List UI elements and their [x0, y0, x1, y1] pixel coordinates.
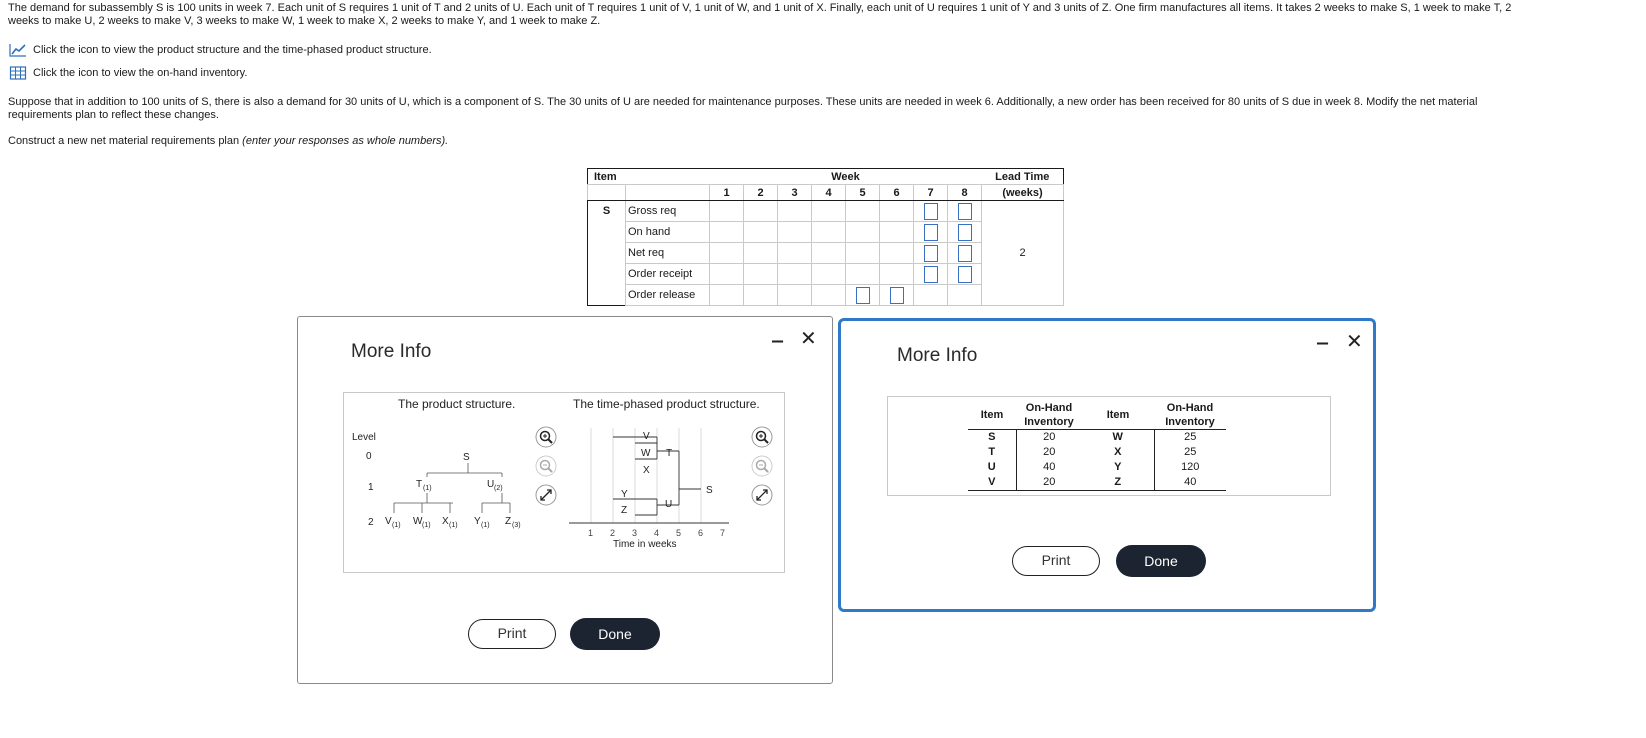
- col-onhand-left-1: On-Hand: [1025, 402, 1073, 414]
- dialog-title: More Info: [351, 341, 432, 362]
- mrp-row-gross: [588, 201, 1064, 222]
- col-onhand-left-2: Inventory: [1024, 416, 1074, 428]
- chart-icon[interactable]: [9, 43, 27, 57]
- inv-item: T: [968, 445, 1016, 460]
- col-item-left: Item: [980, 409, 1004, 421]
- level-2: 2: [368, 517, 374, 528]
- order-receipt-week-8-input[interactable]: [958, 266, 972, 283]
- mrp-lead-header: Lead Time: [995, 170, 1050, 183]
- inv-value: 120: [1181, 461, 1200, 473]
- tp-tick-3: 3: [632, 528, 638, 538]
- mrp-item-header: Item: [594, 170, 617, 183]
- problem-statement: [8, 2, 1638, 28]
- tp-axis-label: Time in weeks: [613, 539, 677, 550]
- close-button[interactable]: ✕: [1346, 331, 1363, 353]
- col-onhand-right-1: On-Hand: [1166, 402, 1214, 414]
- net-req-week-8-input[interactable]: [958, 245, 972, 262]
- problem-line-1: The demand for subassembly S is 100 units in week 7. Each unit of S requires 1 unit of T and 2 units of U. Each unit of T requires 1 unit of V, 1 unit of W, and 1 unit of X. Finally, each unit of U requires 1 unit of Y and 3 units of Z. One firm manufactures all items. It takes 2 weeks to make S, 1 week to make T, 2: [8, 2, 1512, 14]
- tree-v-qty: (1): [392, 522, 401, 529]
- inv-value: 40: [1043, 461, 1056, 473]
- week-6: 6: [880, 185, 914, 201]
- time-phased-diagram: [564, 423, 744, 553]
- tp-s: S: [706, 485, 713, 496]
- minimize-button[interactable]: ‒: [1317, 332, 1329, 354]
- table-row: [968, 445, 1226, 460]
- mrp-table: [587, 168, 1064, 306]
- tp-y: Y: [621, 489, 628, 500]
- structure-link-text: Click the icon to view the product structure and the time-phased product structure.: [33, 44, 432, 56]
- week-5: 5: [846, 185, 880, 201]
- inv-item: Z: [1082, 475, 1154, 491]
- expand-icon[interactable]: [535, 484, 557, 506]
- construct-text: Construct a new net material requirements plan: [8, 135, 243, 147]
- tp-z: Z: [621, 505, 628, 516]
- tp-tick-6: 6: [698, 528, 704, 538]
- row-label-on-hand: On hand: [626, 222, 710, 243]
- week-8: 8: [948, 185, 982, 201]
- dialog-title: More Info: [897, 345, 978, 366]
- level-0: 0: [366, 451, 372, 462]
- net-req-week-7-input[interactable]: [924, 245, 938, 262]
- tree-x: X: [442, 516, 449, 527]
- construct-instruction: [8, 135, 1638, 148]
- tp-tick-1: 1: [588, 528, 594, 538]
- row-label-gross-req: Gross req: [626, 201, 710, 222]
- close-button[interactable]: ✕: [800, 328, 817, 350]
- inv-value: 25: [1184, 446, 1197, 458]
- tree-z: Z: [505, 516, 512, 527]
- tree-s: S: [463, 452, 470, 463]
- mrp-header-row: [588, 169, 1064, 185]
- problem-line-2: weeks to make U, 2 weeks to make V, 3 weeks to make W, 1 week to make X, 2 weeks to make Y, and 1 week to make Z.: [8, 15, 601, 27]
- inv-item: U: [968, 460, 1016, 475]
- structure-caption: The product structure.: [398, 397, 516, 411]
- tree-y: Y: [474, 516, 481, 527]
- level-1: 1: [368, 482, 374, 493]
- done-button[interactable]: Done: [1116, 545, 1206, 577]
- inventory-table-box: [887, 396, 1331, 496]
- inv-value: 20: [1043, 446, 1056, 458]
- print-button[interactable]: Print: [468, 619, 556, 649]
- inv-item: S: [968, 430, 1016, 446]
- tp-w: W: [641, 448, 651, 459]
- order-release-week-6-input[interactable]: [890, 287, 904, 304]
- tp-tick-4: 4: [654, 528, 660, 538]
- order-release-week-5-input[interactable]: [856, 287, 870, 304]
- suppose-line-1: Suppose that in addition to 100 units of S, there is also a demand for 30 units of U, which is a component of S. The 30 units of U are needed for maintenance purposes. These units are needed in week 6. Additionally, a new order has been received for 80 units of S due in week 8. Modify the net material: [8, 96, 1478, 108]
- suppose-line-2: requirements plan to reflect these changes.: [8, 109, 219, 121]
- level-label: Level: [352, 432, 376, 443]
- row-label-order-receipt: Order receipt: [626, 264, 710, 285]
- tp-tick-7: 7: [720, 528, 726, 538]
- more-info-dialog-inventory[interactable]: [838, 318, 1376, 612]
- tp-v: V: [643, 431, 650, 442]
- suppose-paragraph: [8, 96, 1638, 122]
- structure-figure: [343, 392, 785, 573]
- inv-value: 25: [1184, 431, 1197, 443]
- tree-t-qty: (1): [423, 485, 432, 492]
- zoom-out-icon[interactable]: [535, 455, 557, 477]
- table-icon[interactable]: [9, 66, 27, 80]
- minimize-button[interactable]: ‒: [772, 330, 784, 352]
- on-hand-week-8-input[interactable]: [958, 224, 972, 241]
- tree-w-qty: (1): [422, 522, 431, 529]
- table-row: [968, 475, 1226, 491]
- tree-v: V: [385, 516, 392, 527]
- inventory-link-text: Click the icon to view the on-hand inventory.: [33, 67, 248, 79]
- zoom-in-icon[interactable]: [535, 426, 557, 448]
- col-item-right: Item: [1106, 409, 1130, 421]
- mrp-week-header: Week: [831, 170, 860, 183]
- done-button[interactable]: Done: [570, 618, 660, 650]
- tree-u: U: [487, 479, 495, 490]
- inv-value: 20: [1043, 431, 1056, 443]
- tp-tick-2: 2: [610, 528, 616, 538]
- tp-tick-5: 5: [676, 528, 682, 538]
- order-receipt-week-7-input[interactable]: [924, 266, 938, 283]
- timephased-caption: The time-phased product structure.: [573, 397, 760, 411]
- more-info-dialog-structure[interactable]: [297, 316, 833, 684]
- gross-req-week-7-input[interactable]: [924, 203, 938, 220]
- inventory-table: [968, 401, 1226, 491]
- gross-req-week-8-input[interactable]: [958, 203, 972, 220]
- mrp-lead-sub: (weeks): [982, 185, 1064, 201]
- tp-t: T: [666, 448, 673, 459]
- zoom-in-icon[interactable]: [751, 426, 773, 448]
- tree-z-qty: (3): [512, 522, 521, 529]
- tree-x-qty: (1): [449, 522, 458, 529]
- inv-value: 40: [1184, 476, 1197, 488]
- mrp-item-s: S: [602, 205, 611, 218]
- week-3: 3: [778, 185, 812, 201]
- inv-item: V: [968, 475, 1016, 491]
- week-7: 7: [914, 185, 948, 201]
- row-label-order-release: Order release: [626, 285, 710, 306]
- inv-value: 20: [1043, 476, 1056, 488]
- on-hand-week-7-input[interactable]: [924, 224, 938, 241]
- tp-u: U: [665, 499, 673, 510]
- inv-item: W: [1082, 430, 1154, 446]
- print-button[interactable]: Print: [1012, 546, 1100, 576]
- tree-w: W: [413, 516, 423, 527]
- col-onhand-right-2: Inventory: [1165, 416, 1215, 428]
- row-label-net-req: Net req: [626, 243, 710, 264]
- table-row: [968, 430, 1226, 446]
- structure-link-row[interactable]: [9, 43, 432, 57]
- expand-icon[interactable]: [751, 484, 773, 506]
- tp-x: X: [643, 465, 650, 476]
- table-row: [968, 460, 1226, 475]
- tree-t: T: [416, 479, 423, 490]
- tree-y-qty: (1): [481, 522, 490, 529]
- construct-hint: (enter your responses as whole numbers).: [242, 135, 449, 147]
- inv-item: Y: [1082, 460, 1154, 475]
- week-1: 1: [710, 185, 744, 201]
- week-4: 4: [812, 185, 846, 201]
- week-2: 2: [744, 185, 778, 201]
- inv-item: X: [1082, 445, 1154, 460]
- tree-u-qty: (2): [494, 485, 503, 492]
- zoom-out-icon[interactable]: [751, 455, 773, 477]
- mrp-week-row: [588, 185, 1064, 201]
- inventory-link-row[interactable]: [9, 66, 247, 80]
- mrp-lead-time-value: 2: [982, 201, 1064, 306]
